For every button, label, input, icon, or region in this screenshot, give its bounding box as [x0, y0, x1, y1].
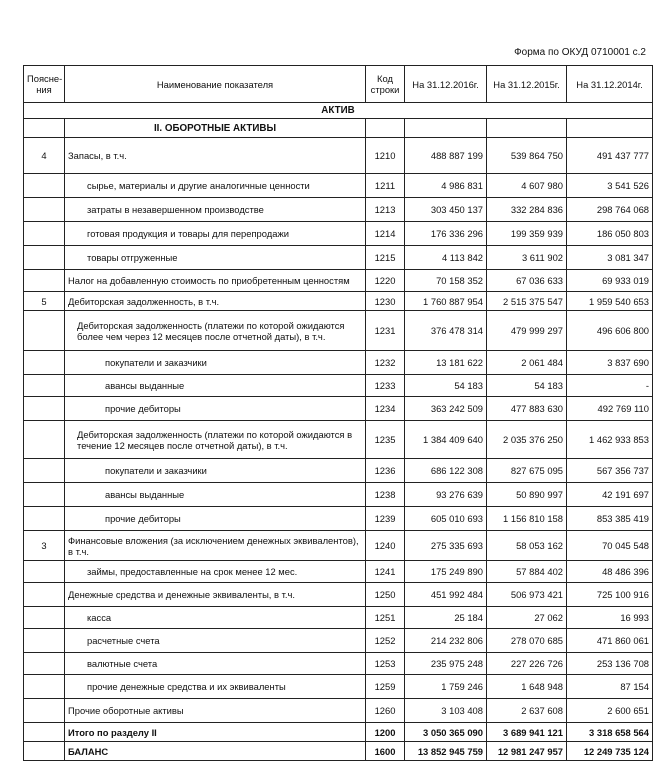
row-name: прочие дебиторы — [65, 507, 366, 531]
row-note: 3 — [24, 531, 65, 561]
row-name: БАЛАНС — [65, 742, 366, 761]
table-row — [24, 222, 653, 246]
row-value-2016: 451 992 484 — [405, 583, 487, 607]
row-name: Итого по разделу II — [65, 723, 366, 742]
section-spacer — [24, 119, 65, 138]
row-note — [24, 174, 65, 198]
row-value-2016: 1 759 246 — [405, 675, 487, 699]
row-name: прочие денежные средства и их эквиваленты — [65, 675, 366, 699]
row-code: 1230 — [366, 292, 405, 311]
row-note: 4 — [24, 138, 65, 174]
section-current: II. ОБОРОТНЫЕ АКТИВЫ — [65, 119, 366, 138]
row-value-2016: 363 242 509 — [405, 397, 487, 421]
row-note — [24, 222, 65, 246]
row-note — [24, 459, 65, 483]
row-value-2015: 2 035 376 250 — [487, 421, 567, 459]
table-row — [24, 699, 653, 723]
header-code: Код строки — [366, 66, 405, 103]
table-row — [24, 270, 653, 292]
row-name: покупатели и заказчики — [65, 459, 366, 483]
row-code: 1251 — [366, 607, 405, 629]
row-value-2016: 70 158 352 — [405, 270, 487, 292]
section-spacer — [567, 119, 653, 138]
row-note — [24, 629, 65, 653]
row-code: 1235 — [366, 421, 405, 459]
row-value-2014: 16 993 — [567, 607, 653, 629]
row-code: 1214 — [366, 222, 405, 246]
row-name: Дебиторская задолженность, в т.ч. — [65, 292, 366, 311]
row-code: 1211 — [366, 174, 405, 198]
row-value-2014: 496 606 800 — [567, 311, 653, 351]
row-code: 1213 — [366, 198, 405, 222]
row-note: 5 — [24, 292, 65, 311]
row-value-2014: 69 933 019 — [567, 270, 653, 292]
row-value-2014: 567 356 737 — [567, 459, 653, 483]
table-row — [24, 397, 653, 421]
row-value-2015: 58 053 162 — [487, 531, 567, 561]
table-row — [24, 723, 653, 742]
row-value-2015: 2 061 484 — [487, 351, 567, 375]
row-value-2015: 227 226 726 — [487, 653, 567, 675]
row-code: 1234 — [366, 397, 405, 421]
row-value-2014: 492 769 110 — [567, 397, 653, 421]
row-value-2014: 253 136 708 — [567, 653, 653, 675]
row-name: Дебиторская задолженность (платежи по которой ожидаются более чем через 12 месяцев после отчетной даты), в т.ч. — [65, 311, 366, 351]
table-row — [24, 531, 653, 561]
row-value-2016: 1 384 409 640 — [405, 421, 487, 459]
row-code: 1210 — [366, 138, 405, 174]
table-row — [24, 653, 653, 675]
row-value-2016: 4 113 842 — [405, 246, 487, 270]
table-row — [24, 198, 653, 222]
row-value-2015: 199 359 939 — [487, 222, 567, 246]
row-note — [24, 397, 65, 421]
row-name: прочие дебиторы — [65, 397, 366, 421]
table-row — [24, 311, 653, 351]
table-row — [24, 742, 653, 761]
section-spacer — [405, 119, 487, 138]
row-value-2014: 491 437 777 — [567, 138, 653, 174]
row-value-2015: 1 156 810 158 — [487, 507, 567, 531]
row-value-2016: 235 975 248 — [405, 653, 487, 675]
row-value-2014: 3 318 658 564 — [567, 723, 653, 742]
table-row — [24, 174, 653, 198]
row-value-2015: 67 036 633 — [487, 270, 567, 292]
header-row — [24, 66, 653, 103]
row-note — [24, 561, 65, 583]
form-reference: Форма по ОКУД 0710001 с.2 — [514, 47, 646, 58]
row-code: 1232 — [366, 351, 405, 375]
table-row — [24, 138, 653, 174]
row-name: Прочие оборотные активы — [65, 699, 366, 723]
row-value-2016: 275 335 693 — [405, 531, 487, 561]
row-value-2014: 471 860 061 — [567, 629, 653, 653]
row-code: 1233 — [366, 375, 405, 397]
row-name: касса — [65, 607, 366, 629]
row-name: расчетные счета — [65, 629, 366, 653]
row-value-2016: 176 336 296 — [405, 222, 487, 246]
row-code: 1600 — [366, 742, 405, 761]
table-row — [24, 675, 653, 699]
row-code: 1200 — [366, 723, 405, 742]
row-value-2016: 303 450 137 — [405, 198, 487, 222]
row-code: 1236 — [366, 459, 405, 483]
row-name: займы, предоставленные на срок менее 12 мес. — [65, 561, 366, 583]
row-note — [24, 375, 65, 397]
row-code: 1239 — [366, 507, 405, 531]
table-row — [24, 375, 653, 397]
row-name: затраты в незавершенном производстве — [65, 198, 366, 222]
row-name: Денежные средства и денежные эквиваленты, в т.ч. — [65, 583, 366, 607]
row-value-2016: 1 760 887 954 — [405, 292, 487, 311]
row-value-2015: 2 637 608 — [487, 699, 567, 723]
row-code: 1215 — [366, 246, 405, 270]
row-code: 1250 — [366, 583, 405, 607]
row-value-2015: 278 070 685 — [487, 629, 567, 653]
section-spacer — [487, 119, 567, 138]
table-row — [24, 483, 653, 507]
row-note — [24, 270, 65, 292]
row-value-2014: 3 081 347 — [567, 246, 653, 270]
row-code: 1238 — [366, 483, 405, 507]
row-value-2016: 93 276 639 — [405, 483, 487, 507]
row-note — [24, 483, 65, 507]
row-value-2014: 70 045 548 — [567, 531, 653, 561]
row-note — [24, 198, 65, 222]
row-value-2015: 2 515 375 547 — [487, 292, 567, 311]
header-2014: На 31.12.2014г. — [567, 66, 653, 103]
row-code: 1241 — [366, 561, 405, 583]
row-value-2015: 332 284 836 — [487, 198, 567, 222]
row-name: авансы выданные — [65, 375, 366, 397]
row-value-2014: 1 462 933 853 — [567, 421, 653, 459]
row-code: 1220 — [366, 270, 405, 292]
row-value-2014: 3 541 526 — [567, 174, 653, 198]
row-value-2015: 506 973 421 — [487, 583, 567, 607]
row-note — [24, 351, 65, 375]
row-name: товары отгруженные — [65, 246, 366, 270]
table-row — [24, 459, 653, 483]
section-asset: АКТИВ — [24, 103, 653, 119]
row-value-2016: 4 986 831 — [405, 174, 487, 198]
row-note — [24, 675, 65, 699]
table-row — [24, 583, 653, 607]
table-row — [24, 421, 653, 459]
row-value-2015: 3 689 941 121 — [487, 723, 567, 742]
row-note — [24, 699, 65, 723]
row-value-2015: 12 981 247 957 — [487, 742, 567, 761]
row-value-2015: 539 864 750 — [487, 138, 567, 174]
row-note — [24, 311, 65, 351]
row-name: готовая продукция и товары для перепродажи — [65, 222, 366, 246]
row-name: сырье, материалы и другие аналогичные ценности — [65, 174, 366, 198]
table-row — [24, 507, 653, 531]
row-value-2014: 1 959 540 653 — [567, 292, 653, 311]
table-row — [24, 246, 653, 270]
row-value-2015: 27 062 — [487, 607, 567, 629]
row-value-2015: 50 890 997 — [487, 483, 567, 507]
balance-sheet-table — [23, 65, 653, 761]
table-row — [24, 607, 653, 629]
row-value-2015: 4 607 980 — [487, 174, 567, 198]
row-value-2016: 13 181 622 — [405, 351, 487, 375]
row-value-2016: 54 183 — [405, 375, 487, 397]
row-code: 1240 — [366, 531, 405, 561]
row-name: Запасы, в т.ч. — [65, 138, 366, 174]
section-asset-row — [24, 103, 653, 119]
row-name: Дебиторская задолженность (платежи по которой ожидаются в течение 12 месяцев после отчетной даты), в т.ч. — [65, 421, 366, 459]
row-name: авансы выданные — [65, 483, 366, 507]
row-note — [24, 246, 65, 270]
row-note — [24, 583, 65, 607]
table-row — [24, 351, 653, 375]
row-value-2014: 3 837 690 — [567, 351, 653, 375]
header-2016: На 31.12.2016г. — [405, 66, 487, 103]
row-value-2016: 3 050 365 090 — [405, 723, 487, 742]
row-value-2014: 186 050 803 — [567, 222, 653, 246]
row-code: 1259 — [366, 675, 405, 699]
row-value-2014: 725 100 916 — [567, 583, 653, 607]
row-value-2016: 13 852 945 759 — [405, 742, 487, 761]
row-value-2015: 57 884 402 — [487, 561, 567, 583]
row-value-2014: 12 249 735 124 — [567, 742, 653, 761]
table-row — [24, 292, 653, 311]
row-note — [24, 421, 65, 459]
row-value-2016: 488 887 199 — [405, 138, 487, 174]
header-name: Наименование показателя — [65, 66, 366, 103]
row-value-2016: 605 010 693 — [405, 507, 487, 531]
row-value-2015: 3 611 902 — [487, 246, 567, 270]
row-code: 1260 — [366, 699, 405, 723]
row-value-2014: - — [567, 375, 653, 397]
row-code: 1253 — [366, 653, 405, 675]
row-value-2014: 42 191 697 — [567, 483, 653, 507]
row-note — [24, 723, 65, 742]
row-value-2016: 25 184 — [405, 607, 487, 629]
row-value-2015: 54 183 — [487, 375, 567, 397]
row-note — [24, 653, 65, 675]
row-code: 1231 — [366, 311, 405, 351]
section-spacer — [366, 119, 405, 138]
section-current-row — [24, 119, 653, 138]
row-name: покупатели и заказчики — [65, 351, 366, 375]
row-note — [24, 742, 65, 761]
header-note: Поясне-ния — [24, 66, 65, 103]
table-row — [24, 561, 653, 583]
row-value-2014: 2 600 651 — [567, 699, 653, 723]
row-value-2016: 214 232 806 — [405, 629, 487, 653]
row-value-2016: 3 103 408 — [405, 699, 487, 723]
row-value-2014: 853 385 419 — [567, 507, 653, 531]
row-value-2016: 376 478 314 — [405, 311, 487, 351]
row-name: Финансовые вложения (за исключением денежных эквивалентов), в т.ч. — [65, 531, 366, 561]
row-value-2014: 87 154 — [567, 675, 653, 699]
row-value-2014: 298 764 068 — [567, 198, 653, 222]
row-value-2016: 686 122 308 — [405, 459, 487, 483]
header-2015: На 31.12.2015г. — [487, 66, 567, 103]
row-value-2015: 827 675 095 — [487, 459, 567, 483]
row-name: валютные счета — [65, 653, 366, 675]
row-value-2016: 175 249 890 — [405, 561, 487, 583]
row-value-2015: 479 999 297 — [487, 311, 567, 351]
row-note — [24, 607, 65, 629]
table-row — [24, 629, 653, 653]
row-note — [24, 507, 65, 531]
row-code: 1252 — [366, 629, 405, 653]
row-value-2014: 48 486 396 — [567, 561, 653, 583]
row-value-2015: 477 883 630 — [487, 397, 567, 421]
row-value-2015: 1 648 948 — [487, 675, 567, 699]
row-name: Налог на добавленную стоимость по приобретенным ценностям — [65, 270, 366, 292]
